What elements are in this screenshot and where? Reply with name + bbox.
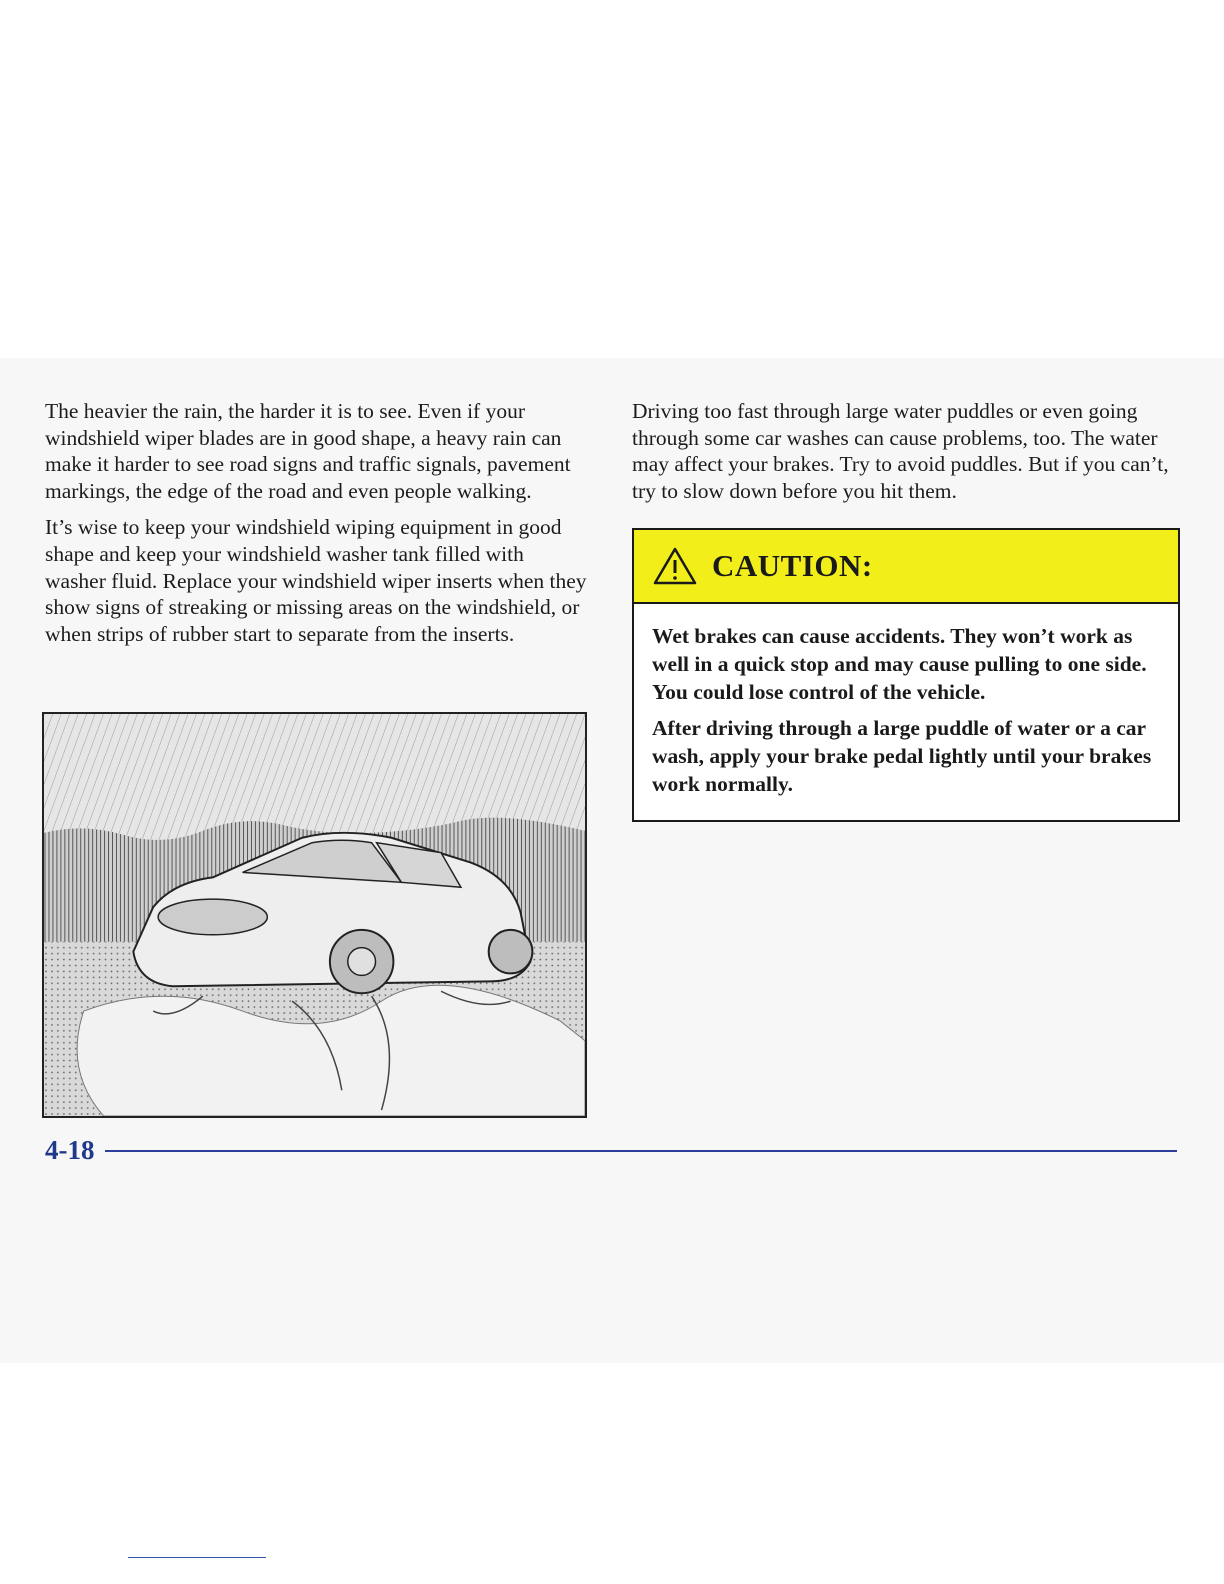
page-footer bbox=[45, 1130, 1177, 1170]
car-in-rain-illustration bbox=[42, 712, 587, 1118]
paragraph-puddles: Driving too fast through large water puddles or even going through some car washes can cause problems, too. The water may affect your brakes. Try to avoid puddles. But if you can’t, try to slow down before you hit them. bbox=[632, 399, 1169, 503]
paragraph-wiper-maintenance: It’s wise to keep your windshield wiping equipment in good shape and keep your windshield washer tank filled with washer fluid. Replace your windshield wiper inserts when they show signs of streaking or missing areas on the windshield, or when strips of rubber start to separate from the inserts. bbox=[45, 515, 587, 646]
left-column bbox=[45, 398, 590, 657]
footer-rule bbox=[105, 1150, 1178, 1152]
caution-header bbox=[634, 530, 1178, 604]
page-number: 4-18 bbox=[45, 1134, 95, 1165]
caution-body bbox=[634, 604, 1178, 798]
warning-triangle-icon bbox=[652, 546, 698, 586]
right-column bbox=[632, 398, 1180, 514]
caution-box bbox=[632, 528, 1180, 822]
caution-paragraph-wet-brakes: Wet brakes can cause accidents. They won’t work as well in a quick stop and may cause pulling to one side. You could lose control of the vehicle. bbox=[652, 624, 1147, 704]
paragraph-heavy-rain: The heavier the rain, the harder it is to see. Even if your windshield wiper blades are in good shape, a heavy rain can make it harder to see road signs and traffic signals, pavement markings, the edge of the road and even people walking. bbox=[45, 399, 571, 503]
caution-paragraph-brake-pedal: After driving through a large puddle of water or a car wash, apply your brake pedal lightly until your brakes work normally. bbox=[652, 716, 1152, 796]
caution-title: CAUTION: bbox=[712, 548, 873, 583]
bottom-divider bbox=[128, 1557, 266, 1558]
